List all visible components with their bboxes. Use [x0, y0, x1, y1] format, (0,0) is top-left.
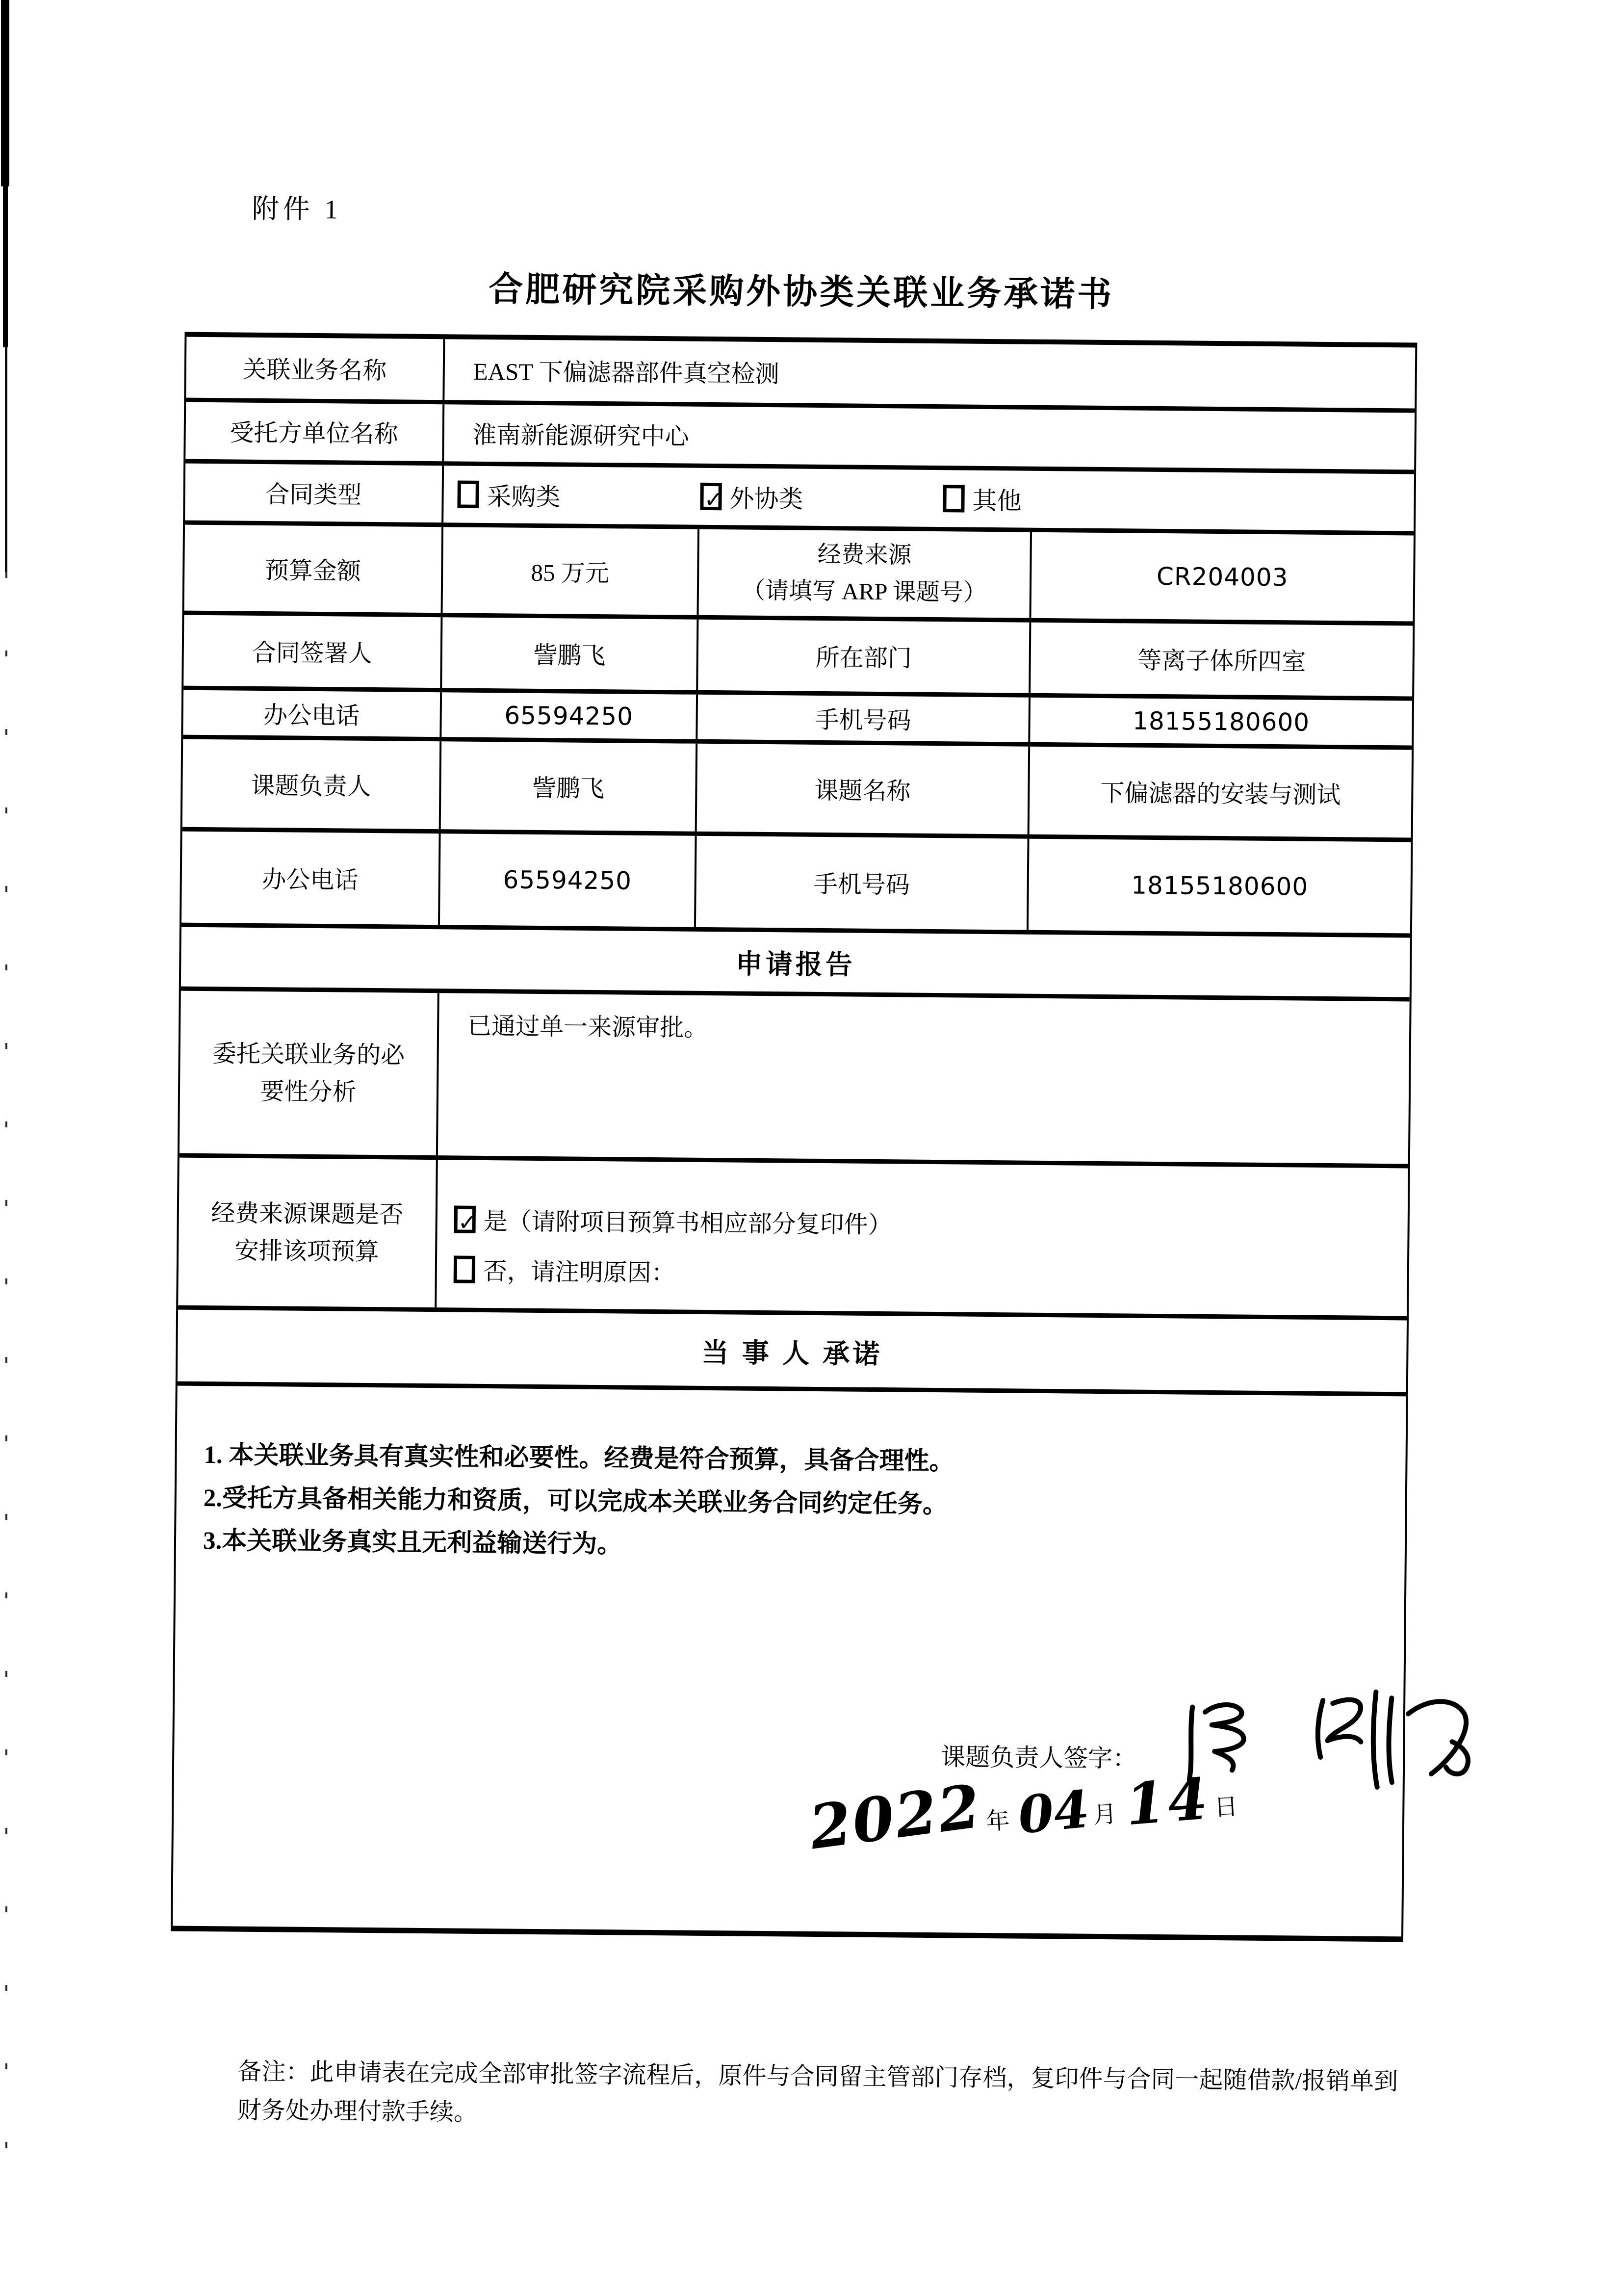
- option-yes: [454, 1202, 892, 1240]
- option-label: 是（请附项目预算书相应部分复印件）: [483, 1208, 892, 1239]
- checkbox-checked-icon: [700, 483, 723, 513]
- budget-value: 85 万元: [441, 527, 698, 615]
- table-row: [186, 337, 1415, 409]
- table-row: [181, 827, 1411, 934]
- option-no: [454, 1252, 676, 1288]
- party-commitment-header: 当 事 人 承诺: [701, 1337, 883, 1369]
- office-phone2-value: 65594250: [438, 833, 695, 927]
- month-unit: 月: [1092, 1801, 1118, 1829]
- option-label: 其他: [972, 487, 1022, 515]
- table-row: [185, 398, 1415, 470]
- entrusted-unit-value: 淮南新能源研究中心: [442, 404, 1415, 469]
- footer-note: 备注：此申请表在完成全部审批签字流程后，原件与合同留主管部门存档，复印件与合同一起随借款/报销单到财务处办理付款手续。: [237, 2058, 1398, 2126]
- checkbox-unchecked-icon: [457, 480, 479, 508]
- contract-type-options: [441, 466, 1414, 531]
- handwritten-date: [805, 1760, 1243, 1863]
- table-row: [178, 1305, 1407, 1392]
- funding-source-value: CR204003: [1029, 532, 1413, 622]
- year-unit: 年: [985, 1807, 1010, 1835]
- department-value: 等离子体所四室: [1029, 623, 1413, 697]
- date-year: 2022: [805, 1770, 986, 1863]
- necessity-label: 委托关联业务的必要性分析: [212, 1040, 405, 1106]
- table-row: [182, 735, 1412, 838]
- day-unit: 日: [1213, 1794, 1239, 1822]
- mobile-value: 18155180600: [1028, 698, 1412, 746]
- office-phone2-label: 办公电话: [262, 866, 359, 894]
- table-row: [180, 987, 1410, 1164]
- business-name-value: EAST 下偏滤器部件真空检测: [442, 339, 1415, 408]
- budget-arranged-options: [435, 1160, 1408, 1316]
- necessity-value: 已通过单一来源审批。: [436, 993, 1410, 1164]
- signer-label: 合同签署人: [252, 639, 373, 667]
- commitment-item-2: 2.受托方具备相关能力和资质，可以完成本关联业务合同约定任务。: [203, 1484, 948, 1519]
- table-row: [173, 1381, 1406, 1937]
- table-row: [183, 611, 1413, 697]
- attachment-label: 附件 1: [252, 193, 342, 225]
- leader-signature-label: 课题负责人签字：: [940, 1743, 1137, 1772]
- commitment-form-table: [171, 332, 1417, 1942]
- commitment-body: [173, 1386, 1406, 1937]
- business-name-label: 关联业务名称: [242, 356, 387, 385]
- option-procurement: [457, 476, 700, 514]
- project-name-value: 下偏滤器的安装与测试: [1028, 747, 1412, 838]
- office-phone-label: 办公电话: [263, 701, 360, 729]
- office-phone-value: 65594250: [439, 692, 696, 739]
- project-name-label: 课题名称: [695, 744, 1029, 834]
- commitment-list: [176, 1386, 1406, 1574]
- checkbox-unchecked-icon: [943, 485, 964, 512]
- funding-source-label-line1: 经费来源: [817, 542, 912, 569]
- entrusted-unit-label: 受托方单位名称: [230, 419, 398, 448]
- application-report-header: 申请报告: [735, 948, 856, 980]
- option-label: 否，请注明原因：: [483, 1258, 676, 1287]
- mobile-label: 手机号码: [696, 695, 1029, 742]
- option-label: 外协类: [729, 485, 803, 513]
- mobile2-label: 手机号码: [694, 836, 1028, 930]
- table-row: [185, 459, 1414, 531]
- option-label: 采购类: [487, 483, 561, 511]
- contract-type-label: 合同类型: [265, 481, 362, 509]
- table-row: [184, 521, 1414, 622]
- department-label: 所在部门: [696, 620, 1029, 693]
- funding-source-label: [697, 529, 1031, 618]
- option-outsourcing: [700, 479, 943, 516]
- checkbox-unchecked-icon: [454, 1255, 475, 1283]
- budget-label: 预算金额: [264, 556, 361, 585]
- checkmark-glyph: ✓: [704, 486, 723, 513]
- budget-arranged-label: 经费来源课题是否安排该项预算: [211, 1199, 404, 1265]
- page-title: 合肥研究院采购外协类关联业务承诺书: [488, 270, 1114, 314]
- project-leader-label: 课题负责人: [251, 772, 371, 800]
- table-row: [178, 1153, 1408, 1316]
- commitment-item-1: 1. 本关联业务具有真实性和必要性。经费是符合预算，具备合理性。: [204, 1441, 954, 1476]
- checkbox-checked-icon: [454, 1205, 477, 1236]
- date-day: 14: [1123, 1765, 1212, 1839]
- option-other: [943, 481, 1022, 517]
- table-row: [181, 923, 1410, 997]
- mobile2-value: 18155180600: [1027, 839, 1411, 934]
- project-leader-value: 訾鹏飞: [439, 741, 696, 832]
- checkmark-glyph: ✓: [458, 1209, 477, 1236]
- signer-value: 訾鹏飞: [440, 617, 696, 690]
- date-month: 04: [1015, 1778, 1092, 1846]
- commitment-item-3: 3.本关联业务真实且无利益输送行为。: [203, 1527, 622, 1559]
- funding-source-label-line2: （请填写 ARP 课题号）: [741, 577, 987, 606]
